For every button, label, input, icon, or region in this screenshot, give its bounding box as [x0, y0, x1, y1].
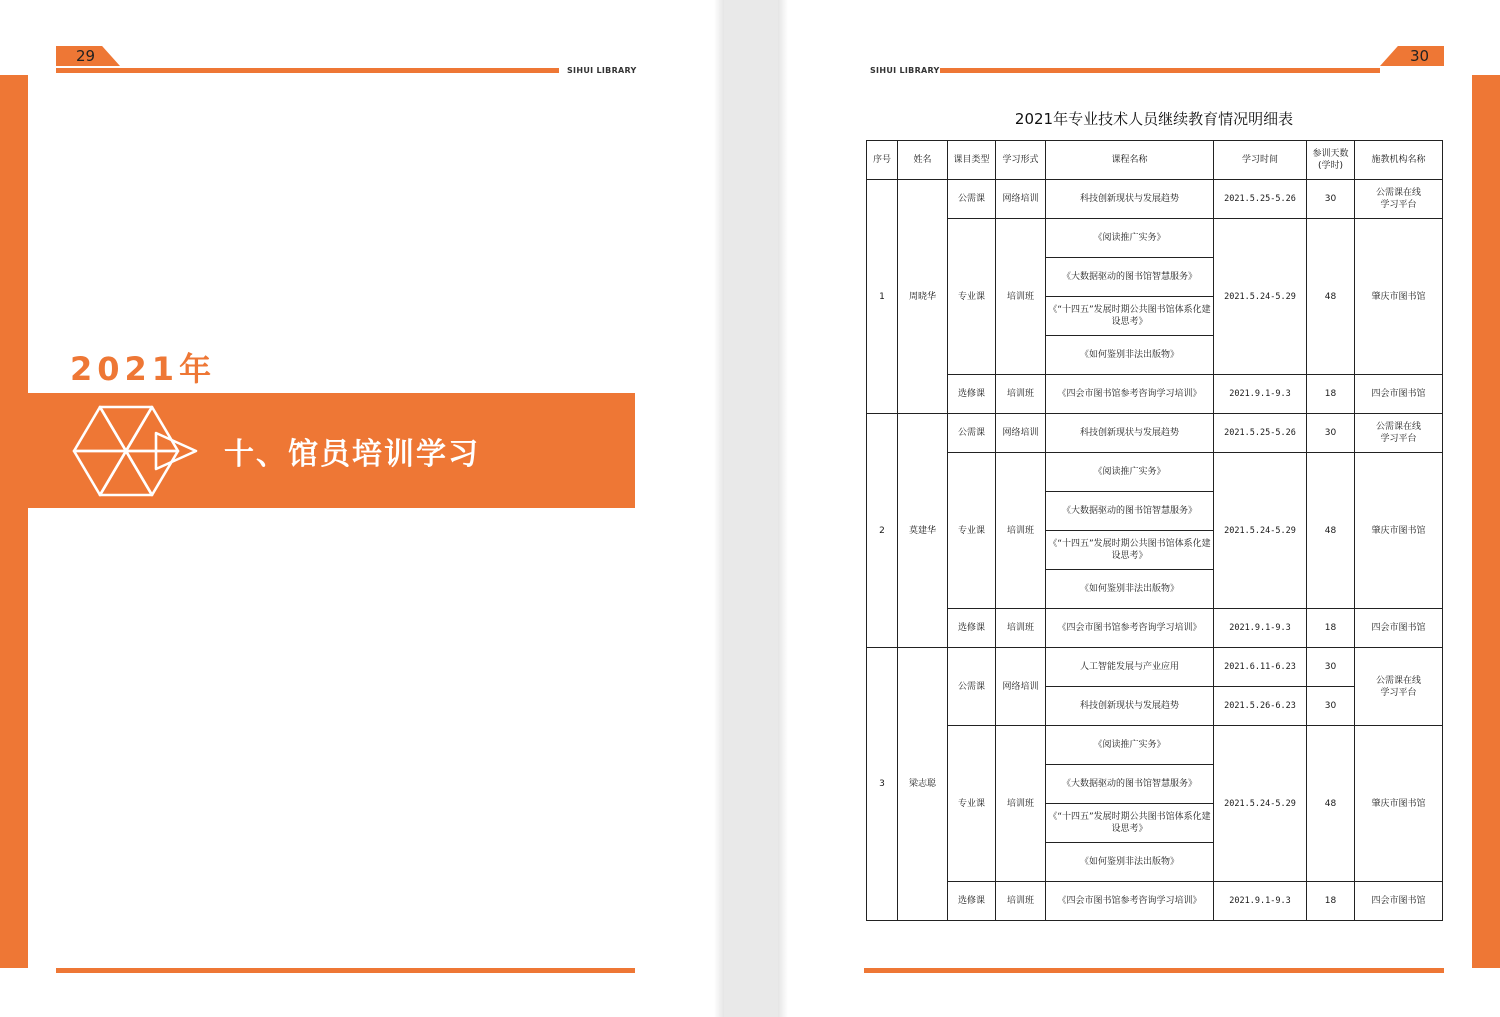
table-row [867, 609, 1443, 648]
cell-course: 《“十四五”发展时期公共图书馆体系化建设思考》 [1046, 804, 1214, 843]
brand-label: SIHUI LIBRARY [567, 66, 637, 75]
page-number: 30 [1410, 47, 1430, 65]
cell-days: 18 [1307, 882, 1355, 921]
gutter-shadow [714, 0, 724, 1017]
cell-days: 18 [1307, 375, 1355, 414]
cell-period: 2021.9.1-9.3 [1214, 882, 1307, 921]
cell-category: 公需课 [948, 414, 996, 453]
cell-period: 2021.9.1-9.3 [1214, 375, 1307, 414]
cell-course: 《阅读推广实务》 [1046, 726, 1214, 765]
table-row [867, 726, 1443, 765]
education-detail-table [866, 140, 1443, 921]
cell-mode: 网络培训 [996, 180, 1046, 219]
cell-course: 《“十四五”发展时期公共图书馆体系化建设思考》 [1046, 531, 1214, 570]
table-row [867, 414, 1443, 453]
cell-course: 科技创新现状与发展趋势 [1046, 414, 1214, 453]
header-rule [940, 68, 1380, 73]
cell-course: 科技创新现状与发展趋势 [1046, 180, 1214, 219]
cell-course: 《如何鉴别非法出版物》 [1046, 843, 1214, 882]
cell-no: 3 [867, 648, 898, 921]
header-name: 姓名 [898, 141, 948, 180]
cell-course: 《“十四五”发展时期公共图书馆体系化建设思考》 [1046, 297, 1214, 336]
cell-mode: 培训班 [996, 882, 1046, 921]
table-row [867, 648, 1443, 687]
table-title: 2021年专业技术人员继续教育情况明细表 [1014, 110, 1294, 128]
cell-name: 莫建华 [898, 414, 948, 648]
cell-institution [1355, 180, 1443, 219]
header-rule [56, 68, 559, 73]
header-no: 序号 [867, 141, 898, 180]
cell-institution: 四会市图书馆 [1355, 375, 1443, 414]
cell-period: 2021.5.24-5.29 [1214, 726, 1307, 882]
cell-period: 2021.6.11-6.23 [1214, 648, 1307, 687]
cell-mode: 培训班 [996, 375, 1046, 414]
brand-label: SIHUI LIBRARY [870, 66, 940, 75]
cell-mode: 培训班 [996, 453, 1046, 609]
cell-course: 《四会市图书馆参考咨询学习培训》 [1046, 609, 1214, 648]
table-header-row [867, 141, 1443, 180]
cell-course: 《大数据驱动的图书馆智慧服务》 [1046, 492, 1214, 531]
cell-mode: 网络培训 [996, 648, 1046, 726]
section-banner [28, 393, 635, 508]
institution-line1: 公需课在线 [1375, 675, 1421, 686]
cell-course: 《阅读推广实务》 [1046, 219, 1214, 258]
cell-institution: 肇庆市图书馆 [1355, 219, 1443, 375]
cell-period: 2021.5.24-5.29 [1214, 453, 1307, 609]
cell-period: 2021.9.1-9.3 [1214, 609, 1307, 648]
cell-period: 2021.5.25-5.26 [1214, 180, 1307, 219]
header-course: 课程名称 [1046, 141, 1214, 180]
section-year: 2021年 [70, 350, 217, 388]
header-days [1307, 141, 1355, 180]
cell-category: 公需课 [948, 648, 996, 726]
cell-days: 30 [1307, 687, 1355, 726]
cell-category: 专业课 [948, 219, 996, 375]
cell-days: 18 [1307, 609, 1355, 648]
left-page [0, 0, 724, 1017]
header-days-line1: 参训天数 [1312, 149, 1349, 159]
table-row [867, 453, 1443, 492]
cell-days: 30 [1307, 180, 1355, 219]
institution-line1: 公需课在线 [1375, 188, 1421, 198]
cell-days: 48 [1307, 453, 1355, 609]
cell-period: 2021.5.24-5.29 [1214, 219, 1307, 375]
header-category: 课目类型 [948, 141, 996, 180]
side-accent-bar [0, 75, 28, 968]
cell-no: 2 [867, 414, 898, 648]
institution-line2: 学习平台 [1380, 434, 1417, 444]
cell-period: 2021.5.26-6.23 [1214, 687, 1307, 726]
cell-mode: 培训班 [996, 219, 1046, 375]
cell-mode: 培训班 [996, 726, 1046, 882]
cell-category: 选修课 [948, 882, 996, 921]
cell-name: 周晓华 [898, 180, 948, 414]
triangle-logo-icon [72, 405, 198, 497]
cell-category: 专业课 [948, 453, 996, 609]
cell-category: 公需课 [948, 180, 996, 219]
right-page [778, 0, 1500, 1017]
cell-mode: 网络培训 [996, 414, 1046, 453]
cell-no: 1 [867, 180, 898, 414]
cell-category: 选修课 [948, 609, 996, 648]
cell-mode: 培训班 [996, 609, 1046, 648]
cell-category: 选修课 [948, 375, 996, 414]
cell-course: 人工智能发展与产业应用 [1046, 648, 1214, 687]
table-row [867, 375, 1443, 414]
table-row [867, 219, 1443, 258]
cell-course: 《如何鉴别非法出版物》 [1046, 336, 1214, 375]
header-institution: 施教机构名称 [1355, 141, 1443, 180]
cell-days: 48 [1307, 219, 1355, 375]
cell-institution [1355, 414, 1443, 453]
institution-line2: 学习平台 [1380, 687, 1417, 698]
institution-line1: 公需课在线 [1375, 422, 1421, 432]
institution-line2: 学习平台 [1380, 200, 1417, 210]
page-number: 29 [76, 47, 96, 65]
cell-institution: 四会市图书馆 [1355, 882, 1443, 921]
side-accent-bar [1472, 75, 1500, 968]
gutter-shadow [778, 0, 788, 1017]
cell-category: 专业课 [948, 726, 996, 882]
table-row [867, 882, 1443, 921]
cell-days: 48 [1307, 726, 1355, 882]
cell-institution [1355, 648, 1443, 726]
cell-course: 《四会市图书馆参考咨询学习培训》 [1046, 375, 1214, 414]
header-mode: 学习形式 [996, 141, 1046, 180]
cell-course: 《四会市图书馆参考咨询学习培训》 [1046, 882, 1214, 921]
cell-course: 《阅读推广实务》 [1046, 453, 1214, 492]
cell-course: 《大数据驱动的图书馆智慧服务》 [1046, 765, 1214, 804]
cell-period: 2021.5.25-5.26 [1214, 414, 1307, 453]
header-days-line2: (学时) [1317, 161, 1344, 171]
cell-days: 30 [1307, 414, 1355, 453]
cell-name: 梁志聪 [898, 648, 948, 921]
cell-course: 科技创新现状与发展趋势 [1046, 687, 1214, 726]
cell-days: 30 [1307, 648, 1355, 687]
table-row [867, 180, 1443, 219]
section-title: 十、馆员培训学习 [224, 437, 480, 472]
header-period: 学习时间 [1214, 141, 1307, 180]
cell-course: 《大数据驱动的图书馆智慧服务》 [1046, 258, 1214, 297]
cell-institution: 肇庆市图书馆 [1355, 726, 1443, 882]
cell-institution: 四会市图书馆 [1355, 609, 1443, 648]
footer-rule [56, 968, 635, 973]
cell-institution: 肇庆市图书馆 [1355, 453, 1443, 609]
footer-rule [864, 968, 1444, 973]
cell-course: 《如何鉴别非法出版物》 [1046, 570, 1214, 609]
